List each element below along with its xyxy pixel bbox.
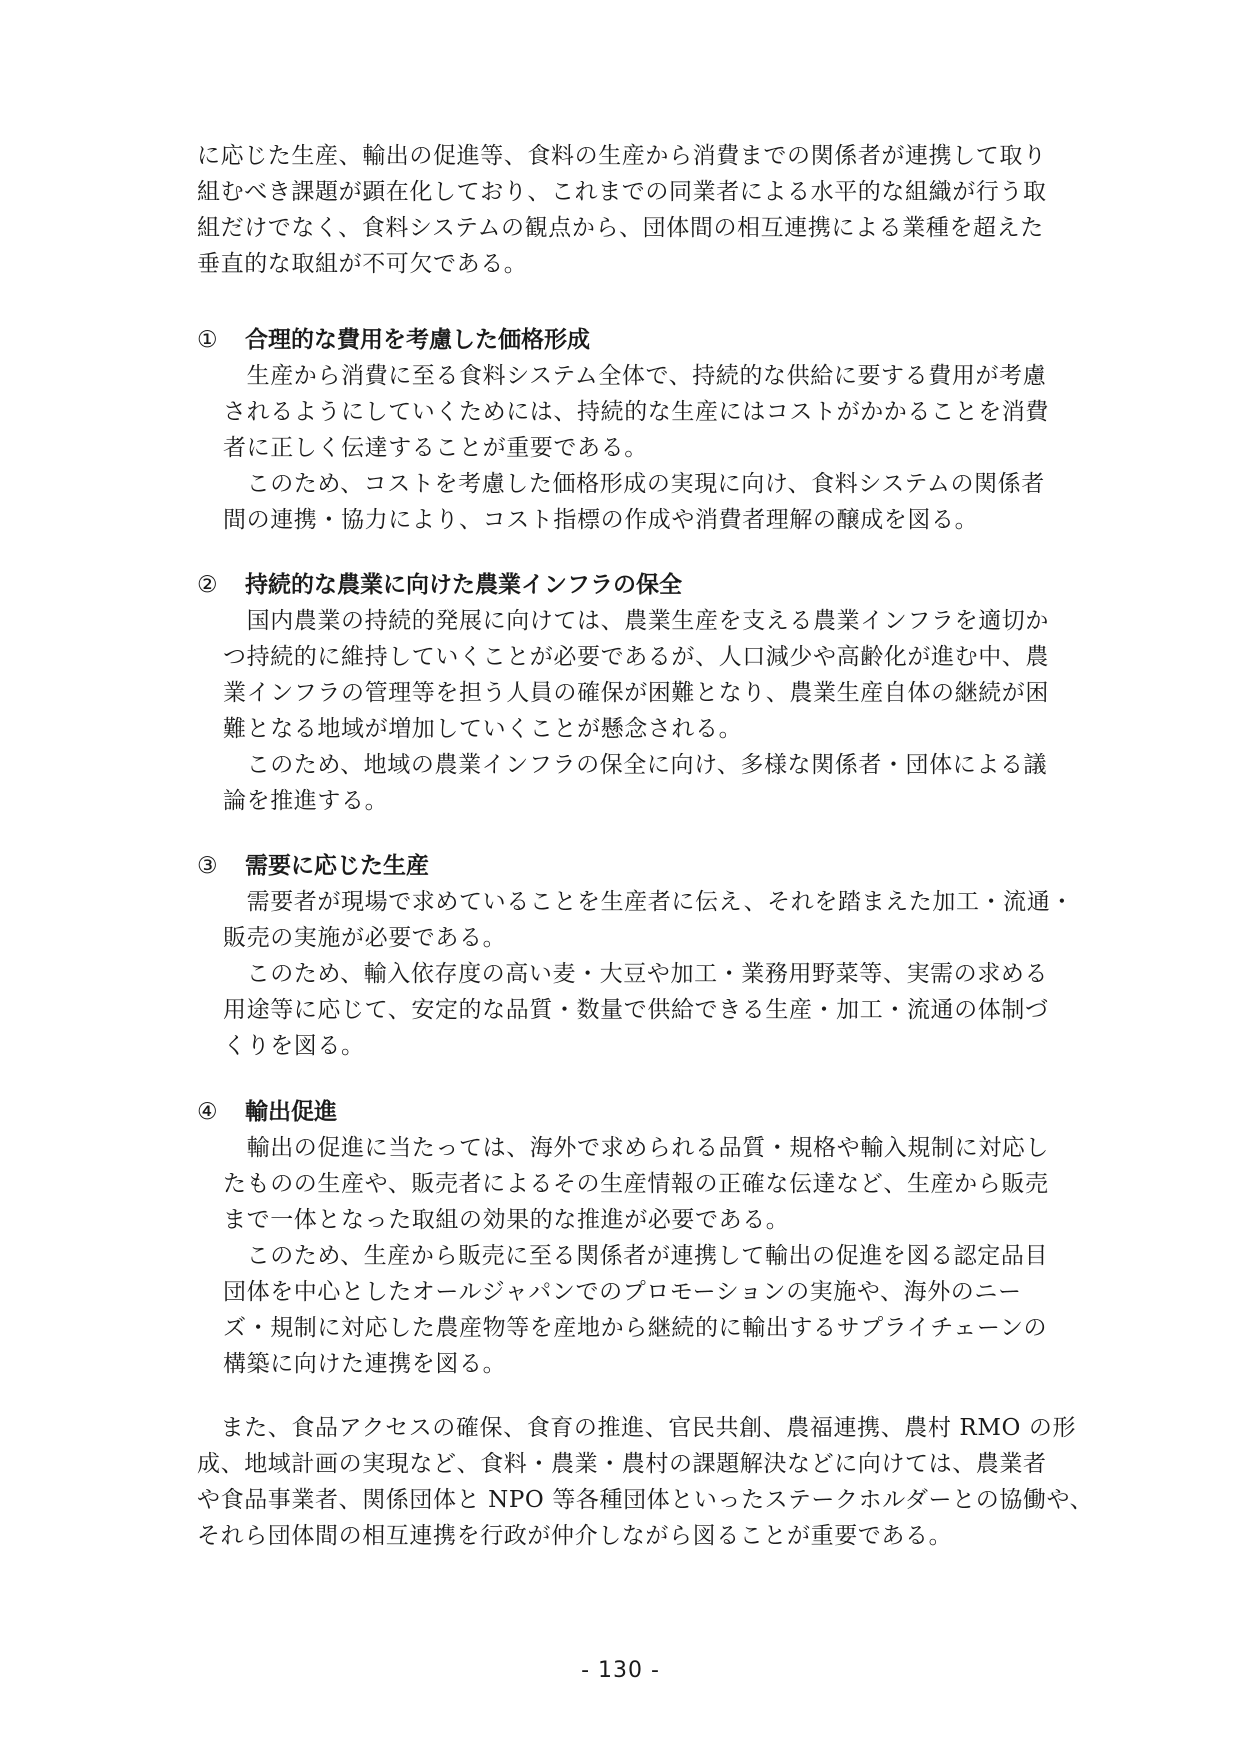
section-3-paragraph-1 bbox=[223, 884, 1085, 956]
section-heading-2 bbox=[197, 567, 682, 603]
section-heading-4 bbox=[197, 1094, 337, 1130]
text-line: このため、生産から販売に至る関係者が連携して輸出の促進を図る認定品目 bbox=[223, 1243, 1049, 1269]
section-title: 合理的な費用を考慮した価格形成 bbox=[245, 327, 590, 353]
text-line: や食品事業者、関係団体と NPO 等各種団体といったステークホルダーとの協働や、 bbox=[197, 1487, 1094, 1513]
intro-paragraph bbox=[197, 138, 1085, 282]
text-line: されるようにしていくためには、持続的な生産にはコストがかかることを消費 bbox=[223, 399, 1049, 425]
section-number: ② bbox=[197, 572, 218, 598]
text-line: つ持続的に維持していくことが必要であるが、人口減少や高齢化が進む中、農 bbox=[223, 644, 1049, 670]
section-2-paragraph-2 bbox=[223, 747, 1085, 819]
section-number: ③ bbox=[197, 853, 218, 879]
text-line: 論を推進する。 bbox=[223, 788, 389, 814]
section-4-paragraph-2 bbox=[223, 1238, 1085, 1382]
text-line: 構築に向けた連携を図る。 bbox=[223, 1351, 507, 1377]
section-1-paragraph-1 bbox=[223, 358, 1085, 466]
text-line: このため、地域の農業インフラの保全に向け、多様な関係者・団体による議 bbox=[223, 752, 1048, 778]
text-line: 輸出の促進に当たっては、海外で求められる品質・規格や輸入規制に対応し bbox=[223, 1135, 1049, 1161]
section-heading-3 bbox=[197, 848, 429, 884]
section-2-paragraph-1 bbox=[223, 603, 1085, 747]
text-line: また、食品アクセスの確保、食育の推進、官民共創、農福連携、農村 RMO の形 bbox=[197, 1415, 1077, 1441]
text-line: 業インフラの管理等を担う人員の確保が困難となり、農業生産自体の継続が困 bbox=[223, 680, 1049, 706]
text-line: 者に正しく伝達することが重要である。 bbox=[223, 435, 648, 461]
text-line: 組だけでなく、食料システムの観点から、団体間の相互連携による業種を超えた bbox=[197, 215, 1044, 241]
section-heading-1 bbox=[197, 322, 590, 358]
section-1-paragraph-2 bbox=[223, 466, 1085, 538]
text-line: まで一体となった取組の効果的な推進が必要である。 bbox=[223, 1207, 790, 1233]
page-number: - 130 - bbox=[581, 1658, 660, 1683]
section-title: 需要に応じた生産 bbox=[245, 853, 429, 879]
text-line: このため、コストを考慮した価格形成の実現に向け、食料システムの関係者 bbox=[223, 471, 1045, 497]
text-line: 難となる地域が増加していくことが懸念される。 bbox=[223, 716, 743, 742]
text-line: 販売の実施が必要である。 bbox=[223, 925, 507, 951]
text-line: 国内農業の持続的発展に向けては、農業生産を支える農業インフラを適切か bbox=[223, 608, 1049, 634]
section-title: 輸出促進 bbox=[245, 1099, 337, 1125]
text-line: に応じた生産、輸出の促進等、食料の生産から消費までの関係者が連携して取り bbox=[197, 143, 1047, 169]
section-number: ① bbox=[197, 327, 218, 353]
text-line: 需要者が現場で求めていることを生産者に伝え、それを踏まえた加工・流通・ bbox=[223, 889, 1074, 915]
section-4-paragraph-1 bbox=[223, 1130, 1085, 1238]
section-3-paragraph-2 bbox=[223, 956, 1085, 1064]
text-line: 垂直的な取組が不可欠である。 bbox=[197, 251, 528, 277]
section-title: 持続的な農業に向けた農業インフラの保全 bbox=[245, 572, 682, 598]
text-line: ズ・規制に対応した農産物等を産地から継続的に輸出するサプライチェーンの bbox=[223, 1315, 1048, 1341]
text-line: 用途等に応じて、安定的な品質・数量で供給できる生産・加工・流通の体制づ bbox=[223, 997, 1049, 1023]
section-number: ④ bbox=[197, 1099, 218, 1125]
text-line: このため、輸入依存度の高い麦・大豆や加工・業務用野菜等、実需の求める bbox=[223, 961, 1049, 987]
text-line: くりを図る。 bbox=[223, 1033, 365, 1059]
text-line: たものの生産や、販売者によるその生産情報の正確な伝達など、生産から販売 bbox=[223, 1171, 1049, 1197]
text-line: 生産から消費に至る食料システム全体で、持続的な供給に要する費用が考慮 bbox=[223, 363, 1047, 389]
text-line: 組むべき課題が顕在化しており、これまでの同業者による水平的な組織が行う取 bbox=[197, 179, 1047, 205]
text-line: 成、地域計画の実現など、食料・農業・農村の課題解決などに向けては、農業者 bbox=[197, 1451, 1047, 1477]
text-line: 間の連携・協力により、コスト指標の作成や消費者理解の醸成を図る。 bbox=[223, 507, 979, 533]
text-line: それら団体間の相互連携を行政が仲介しながら図ることが重要である。 bbox=[197, 1523, 953, 1549]
closing-paragraph bbox=[197, 1410, 1094, 1554]
text-line: 団体を中心としたオールジャパンでのプロモーションの実施や、海外のニー bbox=[223, 1279, 1022, 1305]
